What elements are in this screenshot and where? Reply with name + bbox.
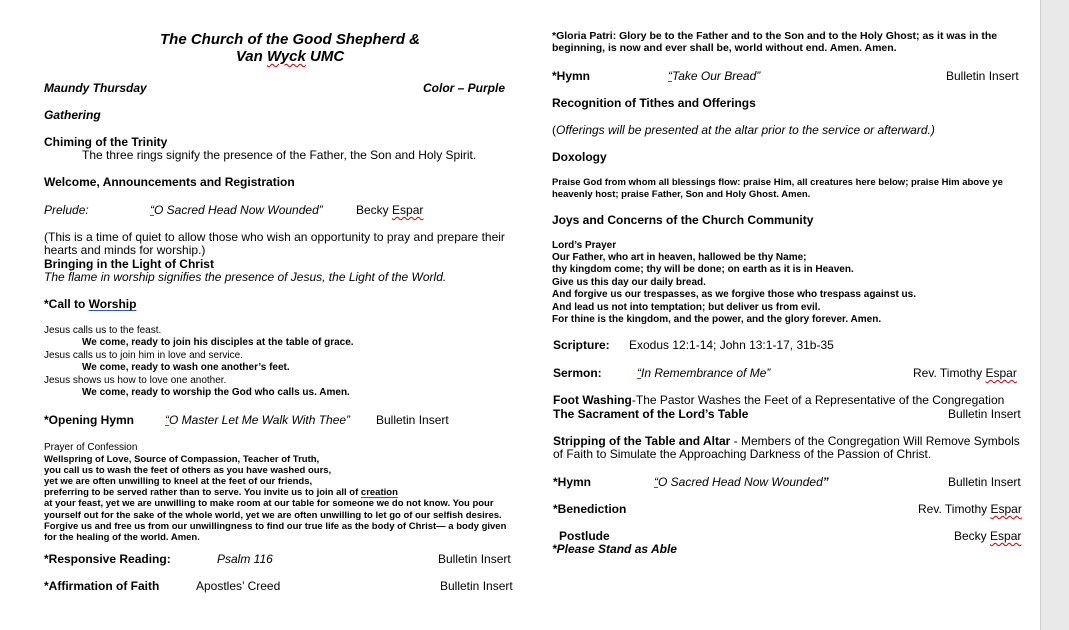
section-gathering: Gathering	[44, 108, 101, 122]
opening-hymn-label: *Opening Hymn	[44, 413, 135, 427]
stripping-line-1: Stripping of the Table and Altar - Members of the Congregation Will Remove Symbols	[553, 434, 1020, 448]
benediction-label: *Benediction	[553, 502, 627, 516]
lords-prayer-line: And forgive us our trespasses, as we forgive those who trespass against us.	[552, 289, 916, 301]
litany-line: Jesus calls us to the feast.	[44, 325, 162, 336]
lords-prayer-line: Give us this day our daily bread.	[552, 276, 706, 288]
quiet-note-line-1: (This is a time of quiet to allow those who wish an opportunity to pray and prepare their	[44, 230, 505, 244]
stripping-line-2: of Faith to Simulate the Approaching Darkness of the Passion of Christ.	[553, 447, 932, 461]
offerings-note: (Offerings will be presented at the altar prior to the service or afterward.)	[552, 123, 935, 137]
hymn-1-label: *Hymn	[552, 69, 591, 83]
light-text: The flame in worship signifies the presence of Jesus, the Light of the World.	[44, 270, 447, 284]
opening-hymn-title: “O Master Let Me Walk With Thee”	[165, 413, 351, 427]
light-title: Bringing in the Light of Christ	[44, 257, 214, 271]
praise-line-1: Praise God from whom all blessings flow: praise Him, all creatures here below; praise Him above ye	[552, 177, 1003, 188]
litany-line: Jesus calls us to join him in love and service.	[44, 349, 243, 361]
opening-hymn-source: Bulletin Insert	[376, 413, 449, 427]
affirmation-source: Bulletin Insert	[440, 579, 513, 593]
confession-line: for the healing of the world. Amen.	[44, 531, 200, 543]
prelude-title: “O Sacred Head Now Wounded”	[150, 203, 323, 217]
foot-washing: Foot Washing-The Pastor Washes the Feet of a Representative of the Congregation	[553, 393, 1005, 407]
page-edge	[1040, 0, 1041, 630]
welcome-heading: Welcome, Announcements and Registration	[44, 175, 295, 189]
sacrament-source: Bulletin Insert	[948, 407, 1021, 421]
hymn-2-source: Bulletin Insert	[948, 475, 1021, 489]
quiet-note-line-2: hearts and minds for worship.)	[44, 243, 206, 257]
litany-line: We come, ready to wash one another’s feet.	[82, 362, 290, 374]
gloria-line-1: *Gloria Patri: Glory be to the Father and to the Son and to the Holy Ghost; as it was in the	[552, 30, 998, 42]
hymn-2-label: *Hymn	[553, 475, 592, 489]
litany-line: We come, ready to worship the God who calls us. Amen.	[82, 387, 350, 398]
prelude-label: Prelude:	[44, 203, 89, 217]
affirmation-title: Apostles’ Creed	[196, 579, 281, 593]
postlude-performer: Becky Espar	[954, 529, 1022, 543]
stand-note: *Please Stand as Able	[552, 542, 677, 556]
sermon-preacher: Rev. Timothy Espar	[913, 366, 1017, 380]
hymn-1-title: “Take Our Bread”	[668, 69, 761, 83]
confession-line: Wellspring of Love, Source of Compassion, Teacher of Truth,	[44, 454, 320, 465]
confession-title: Prayer of Confession	[44, 442, 138, 453]
responsive-reading-label: *Responsive Reading:	[44, 552, 171, 566]
scripture-text: Exodus 12:1-14; John 13:1-17, 31b-35	[629, 338, 834, 352]
benediction-pastor: Rev. Timothy Espar	[918, 502, 1022, 516]
page-gutter	[1040, 0, 1069, 630]
litany-line: Jesus shows us how to love one another.	[44, 374, 227, 386]
tithes-heading: Recognition of Tithes and Offerings	[552, 96, 756, 110]
confession-line: yourself out for the sake of the whole world, yet we are often unwilling to let go of our selfish desires.	[44, 509, 502, 521]
title-line-1: The Church of the Good Shepherd &	[160, 31, 420, 48]
postlude-label: Postlude	[559, 529, 610, 543]
lords-prayer-line: For thine is the kingdom, and the power, and the glory forever. Amen.	[552, 314, 882, 325]
prelude-performer: Becky Espar	[356, 203, 424, 217]
confession-line: you call us to wash the feet of others as you have washed ours,	[44, 465, 332, 477]
litany-line: We come, ready to join his disciples at the table of grace.	[82, 337, 354, 349]
confession-line: yet we are often unwilling to kneel at the feet of our friends,	[44, 476, 313, 488]
service-day: Maundy Thursday	[44, 81, 147, 95]
responsive-reading-title: Psalm 116	[217, 552, 273, 566]
gloria-line-2: beginning, is now and ever shall be, world without end. Amen. Amen.	[552, 42, 897, 54]
hymn-2-title: “O Sacred Head Now Wounded”	[654, 475, 829, 489]
confession-line: at your feast, yet we are unwilling to make room at our table for someone we do not know. You pour	[44, 498, 494, 510]
hymn-1-source: Bulletin Insert	[946, 69, 1019, 83]
affirmation-label: *Affirmation of Faith	[44, 579, 160, 593]
sermon-title: “In Remembrance of Me”	[637, 366, 771, 380]
spelling-mark: Wyck	[266, 48, 306, 65]
liturgical-color: Color – Purple	[423, 81, 506, 95]
sermon-label: Sermon:	[553, 366, 602, 380]
scripture-label: Scripture:	[553, 338, 610, 352]
call-to-worship-title: *Call to Worship	[44, 297, 137, 311]
confession-line: Forgive us and free us from our unwillingness to find our true life as the body of Christ— a body given	[44, 520, 507, 532]
lords-prayer-line: Our Father, who art in heaven, hallowed be thy Name;	[552, 252, 807, 263]
chiming-title: Chiming of the Trinity	[44, 135, 168, 149]
lords-prayer-line: And lead us not into temptation; but deliver us from evil.	[552, 301, 821, 313]
confession-line: preferring to be served rather than to serve. You invite us to join all of creation	[44, 487, 398, 499]
joys-heading: Joys and Concerns of the Church Community	[552, 213, 814, 227]
chiming-text: The three rings signify the presence of the Father, the Son and Holy Spirit.	[82, 148, 477, 162]
title-line-2: Van Wyck UMC	[235, 48, 345, 65]
lords-prayer-line: thy kingdom come; thy will be done; on earth as it is in Heaven.	[552, 264, 854, 276]
responsive-reading-source: Bulletin Insert	[438, 552, 511, 566]
praise-line-2: heavenly host; praise Father, Son and Holy Ghost. Amen.	[552, 189, 811, 200]
doxology-heading: Doxology	[552, 150, 607, 164]
sacrament-heading: The Sacrament of the Lord’s Table	[553, 407, 749, 421]
lords-prayer-title: Lord’s Prayer	[552, 240, 617, 251]
